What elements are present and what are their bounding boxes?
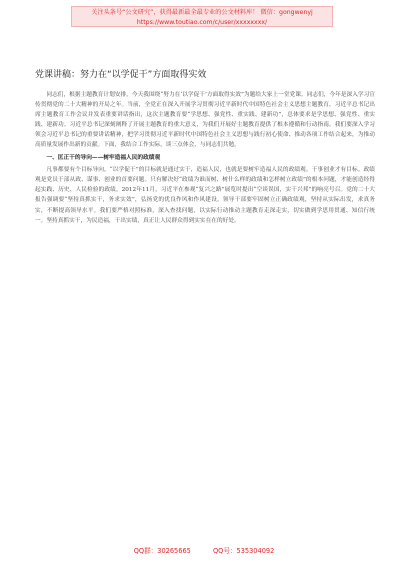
section-1-paragraph: 凡事都要有个目标导向，“以学促干”的目标就是通过实干，造福人民，也就是要树牢造福人民的政绩观。干事创业才有目标。政绩观是党员干部从政、谋事、创业的首要问题。只有解决好“政绩为谁而树、树什么样的政绩和怎样树立政绩”的根本问题，才能创造经得起实践、历史、人民检验的政绩。2012年11月，习近平在参观“复兴之路”展览时提出“空谈误国，实干兴邦”的响亮号召。党的二十大报告强调要“坚持真抓实干，务求实效”，弘扬党的优良作风和作风建设。领导干部要牢固树立正确政绩观，坚持从实际出发，求真务实，不断提高领导水平。我们要严格对照标准，深入查找问题，以实际行动推动主题教育走深走实，切实做到学思用贯通、知信行统一。坚持真抓实干，为民造福，干出实绩，真正让人民群众得到实实在在的好处。 — [35, 167, 375, 224]
document-body — [35, 90, 375, 226]
qq-number-text: QQ号：535304092 — [212, 547, 275, 555]
promo-banner[interactable] — [71, 6, 333, 27]
promo-banner-text: 关注头条号“公文研究”，获得最新最全最专业的公文材料库！ 微信：gongwenyj — [91, 9, 313, 16]
promo-banner-link[interactable]: https://www.toutiao.com/c/user/xxxxxxxx/ — [136, 18, 268, 26]
section-heading-1: 一、匡正干的导向——树牢造福人民的政绩观 — [46, 155, 161, 162]
qq-group-text: QQ群：30265665 — [133, 547, 191, 555]
intro-paragraph: 同志们，根据主题教育计划安排，今天我围绕“努力在‘以学促干’方面取得实效”为题给大家上一堂党课。同志们，今年是深入学习宣传贯彻党的二十大精神的开局之年。当前，全党正在深入开展学习贯彻习近平新时代中国特色社会主义思想主题教育，习近平总书记出席主题教育工作会议并发表重要讲话指出，这次主题教育要“学思想、强党性、重实践、建新功”，总体要求是学思想、强党性、重实践、建新功。习近平总书记深刻阐释了开展主题教育的重大意义，为我们开展好主题教育提供了根本遵循和行动指南。我们要深入学习领会习近平总书记的重要讲话精神，把学习贯彻习近平新时代中国特色社会主义思想与践行初心使命、推动各项工作结合起来，为推动高质量发展作出新的贡献。下面，我结合工作实际，谈三点体会，与同志们共勉。 — [35, 92, 375, 149]
document-title: 党课讲稿：努力在“以学促干”方面取得实效 — [35, 70, 207, 80]
contact-footer — [0, 545, 408, 555]
